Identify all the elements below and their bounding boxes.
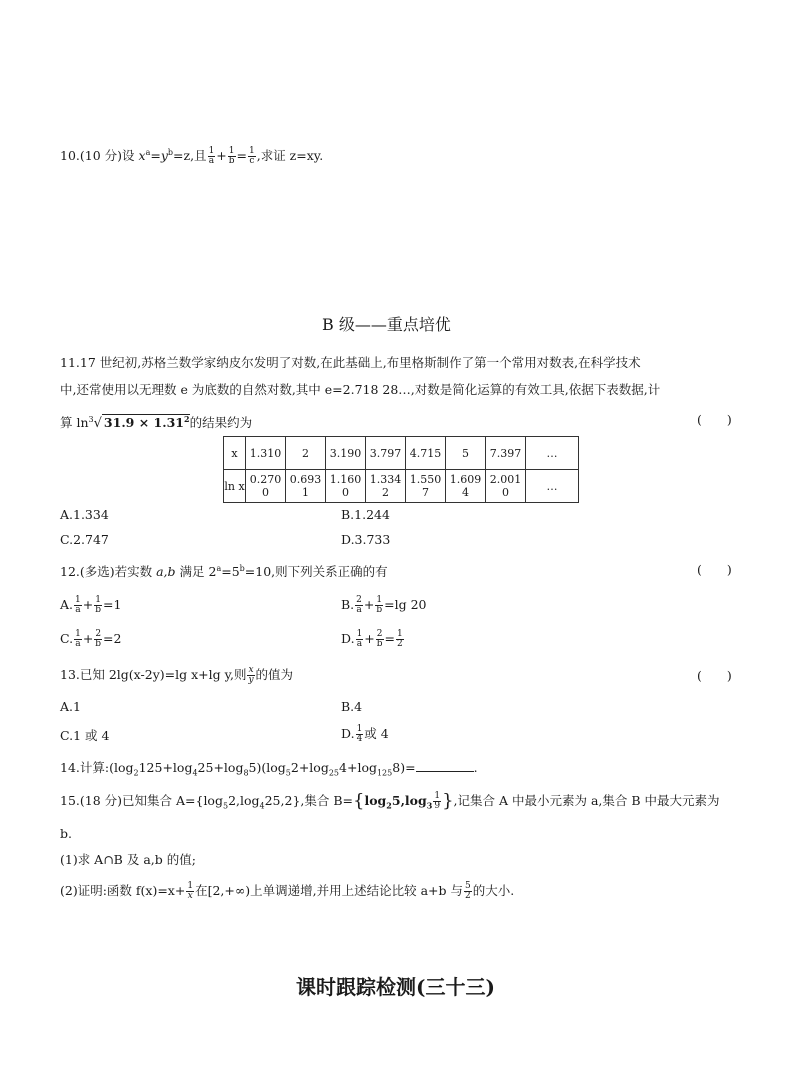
question-15-line2: b.: [60, 826, 72, 841]
option-12-a: A. $\frac{1}{a}$ + $\frac{1}{b}$ =1: [60, 595, 122, 615]
log-table: [223, 436, 579, 503]
option-13-b: B.4: [341, 699, 363, 714]
table-cell: 4.715: [406, 437, 446, 470]
question-11-line1: 11.17 世纪初,苏格兰数学家纳皮尔发明了对数,在此基础上,布里格斯制作了第一个常用对数表,在科学技术: [60, 355, 641, 370]
table-cell: 7.397: [486, 437, 526, 470]
table-cell: 2.001 0: [486, 470, 526, 503]
table-row: [224, 470, 579, 503]
table-cell: 1.310: [246, 437, 286, 470]
table-cell: …: [526, 437, 579, 470]
table-cell: ln x: [224, 470, 246, 503]
answer-paren-11: ( ): [697, 412, 732, 427]
table-cell: 0.693 1: [286, 470, 326, 503]
table-cell: 1.550 7: [406, 470, 446, 503]
question-11-line2: 中,还常使用以无理数 e 为底数的自然对数,其中 e=2.718 28…,对数是简化运算的有效工具,依据下表数据,计: [60, 382, 661, 397]
question-12-stem: 12.(多选)若实数 a,b 满足 $2^a=5^b=10$,则下列关系正确的有: [60, 564, 388, 580]
table-cell: x: [224, 437, 246, 470]
question-15-part1: (1)求 A∩B 及 a,b 的值;: [60, 852, 196, 867]
next-section-title: 课时跟踪检测(三十三): [296, 975, 495, 999]
table-cell: 3.190: [326, 437, 366, 470]
option-12-d: D. $\frac{1}{a}$ + $\frac{2}{b}$ = $\frac{1}{2}$: [341, 629, 403, 649]
table-cell: 0.270 0: [246, 470, 286, 503]
answer-paren-13: ( ): [697, 668, 732, 683]
option-11-a: A.1.334: [60, 507, 109, 522]
table-row: [224, 437, 579, 470]
option-11-d: D.3.733: [341, 532, 391, 547]
table-cell: 3.797: [366, 437, 406, 470]
question-10: 10.(10 分)设 $x^a=y^b=z$,且 $\frac{1}{a}$ + $\frac{1}{b}$ = $\frac{1}{c}$ ,求证 z=xy.: [60, 146, 324, 167]
question-15-part2: (2)证明:函数 f(x)=x+ $\frac{1}{x}$ 在[2,+∞)上单调递增,并用上述结论比较 a+b 与 $\frac{5}{2}$ 的大小.: [60, 881, 515, 901]
option-11-c: C.2.747: [60, 532, 109, 547]
answer-blank[interactable]: [416, 759, 474, 772]
table-cell: 1.160 0: [326, 470, 366, 503]
section-b-title: B 级——重点培优: [322, 315, 451, 334]
option-12-c: C. $\frac{1}{a}$ + $\frac{2}{b}$ =2: [60, 629, 122, 649]
answer-paren-12: ( ): [697, 562, 732, 577]
question-11-line3: 算 $\ln^3√$ $31.9 \times 1.31^2$的结果约为: [60, 414, 253, 432]
option-11-b: B.1.244: [341, 507, 390, 522]
table-cell: 2: [286, 437, 326, 470]
question-15-line1: 15.(18 分)已知集合 $A=\{\log_52,\log_425,2\}$,集合 $B=\{\log_25,\log_3$ $\frac{1}{9}$ },记集合 A 中最小元素为 a,集合 B 中最大元素为: [60, 790, 720, 812]
question-13-stem: 13.已知 2lg(x-2y)=lg x+lg y,则 $\frac{x}{y}$ 的值为: [60, 665, 294, 685]
table-cell: 1.609 4: [446, 470, 486, 503]
option-12-b: B. $\frac{2}{a}$ + $\frac{1}{b}$ =lg 20: [341, 595, 427, 615]
table-cell: 5: [446, 437, 486, 470]
question-14: 14.计算$:(\log_2125+\log_425+\log_85)(\log_52+\log_{25}4+\log_{125}8)=$ .: [60, 760, 478, 778]
table-cell: 1.334 2: [366, 470, 406, 503]
option-13-c: C.1 或 4: [60, 728, 110, 743]
option-13-d: D. $\frac{1}{4}$ 或 4: [341, 724, 389, 744]
table-cell: …: [526, 470, 579, 503]
option-13-a: A.1: [60, 699, 81, 714]
